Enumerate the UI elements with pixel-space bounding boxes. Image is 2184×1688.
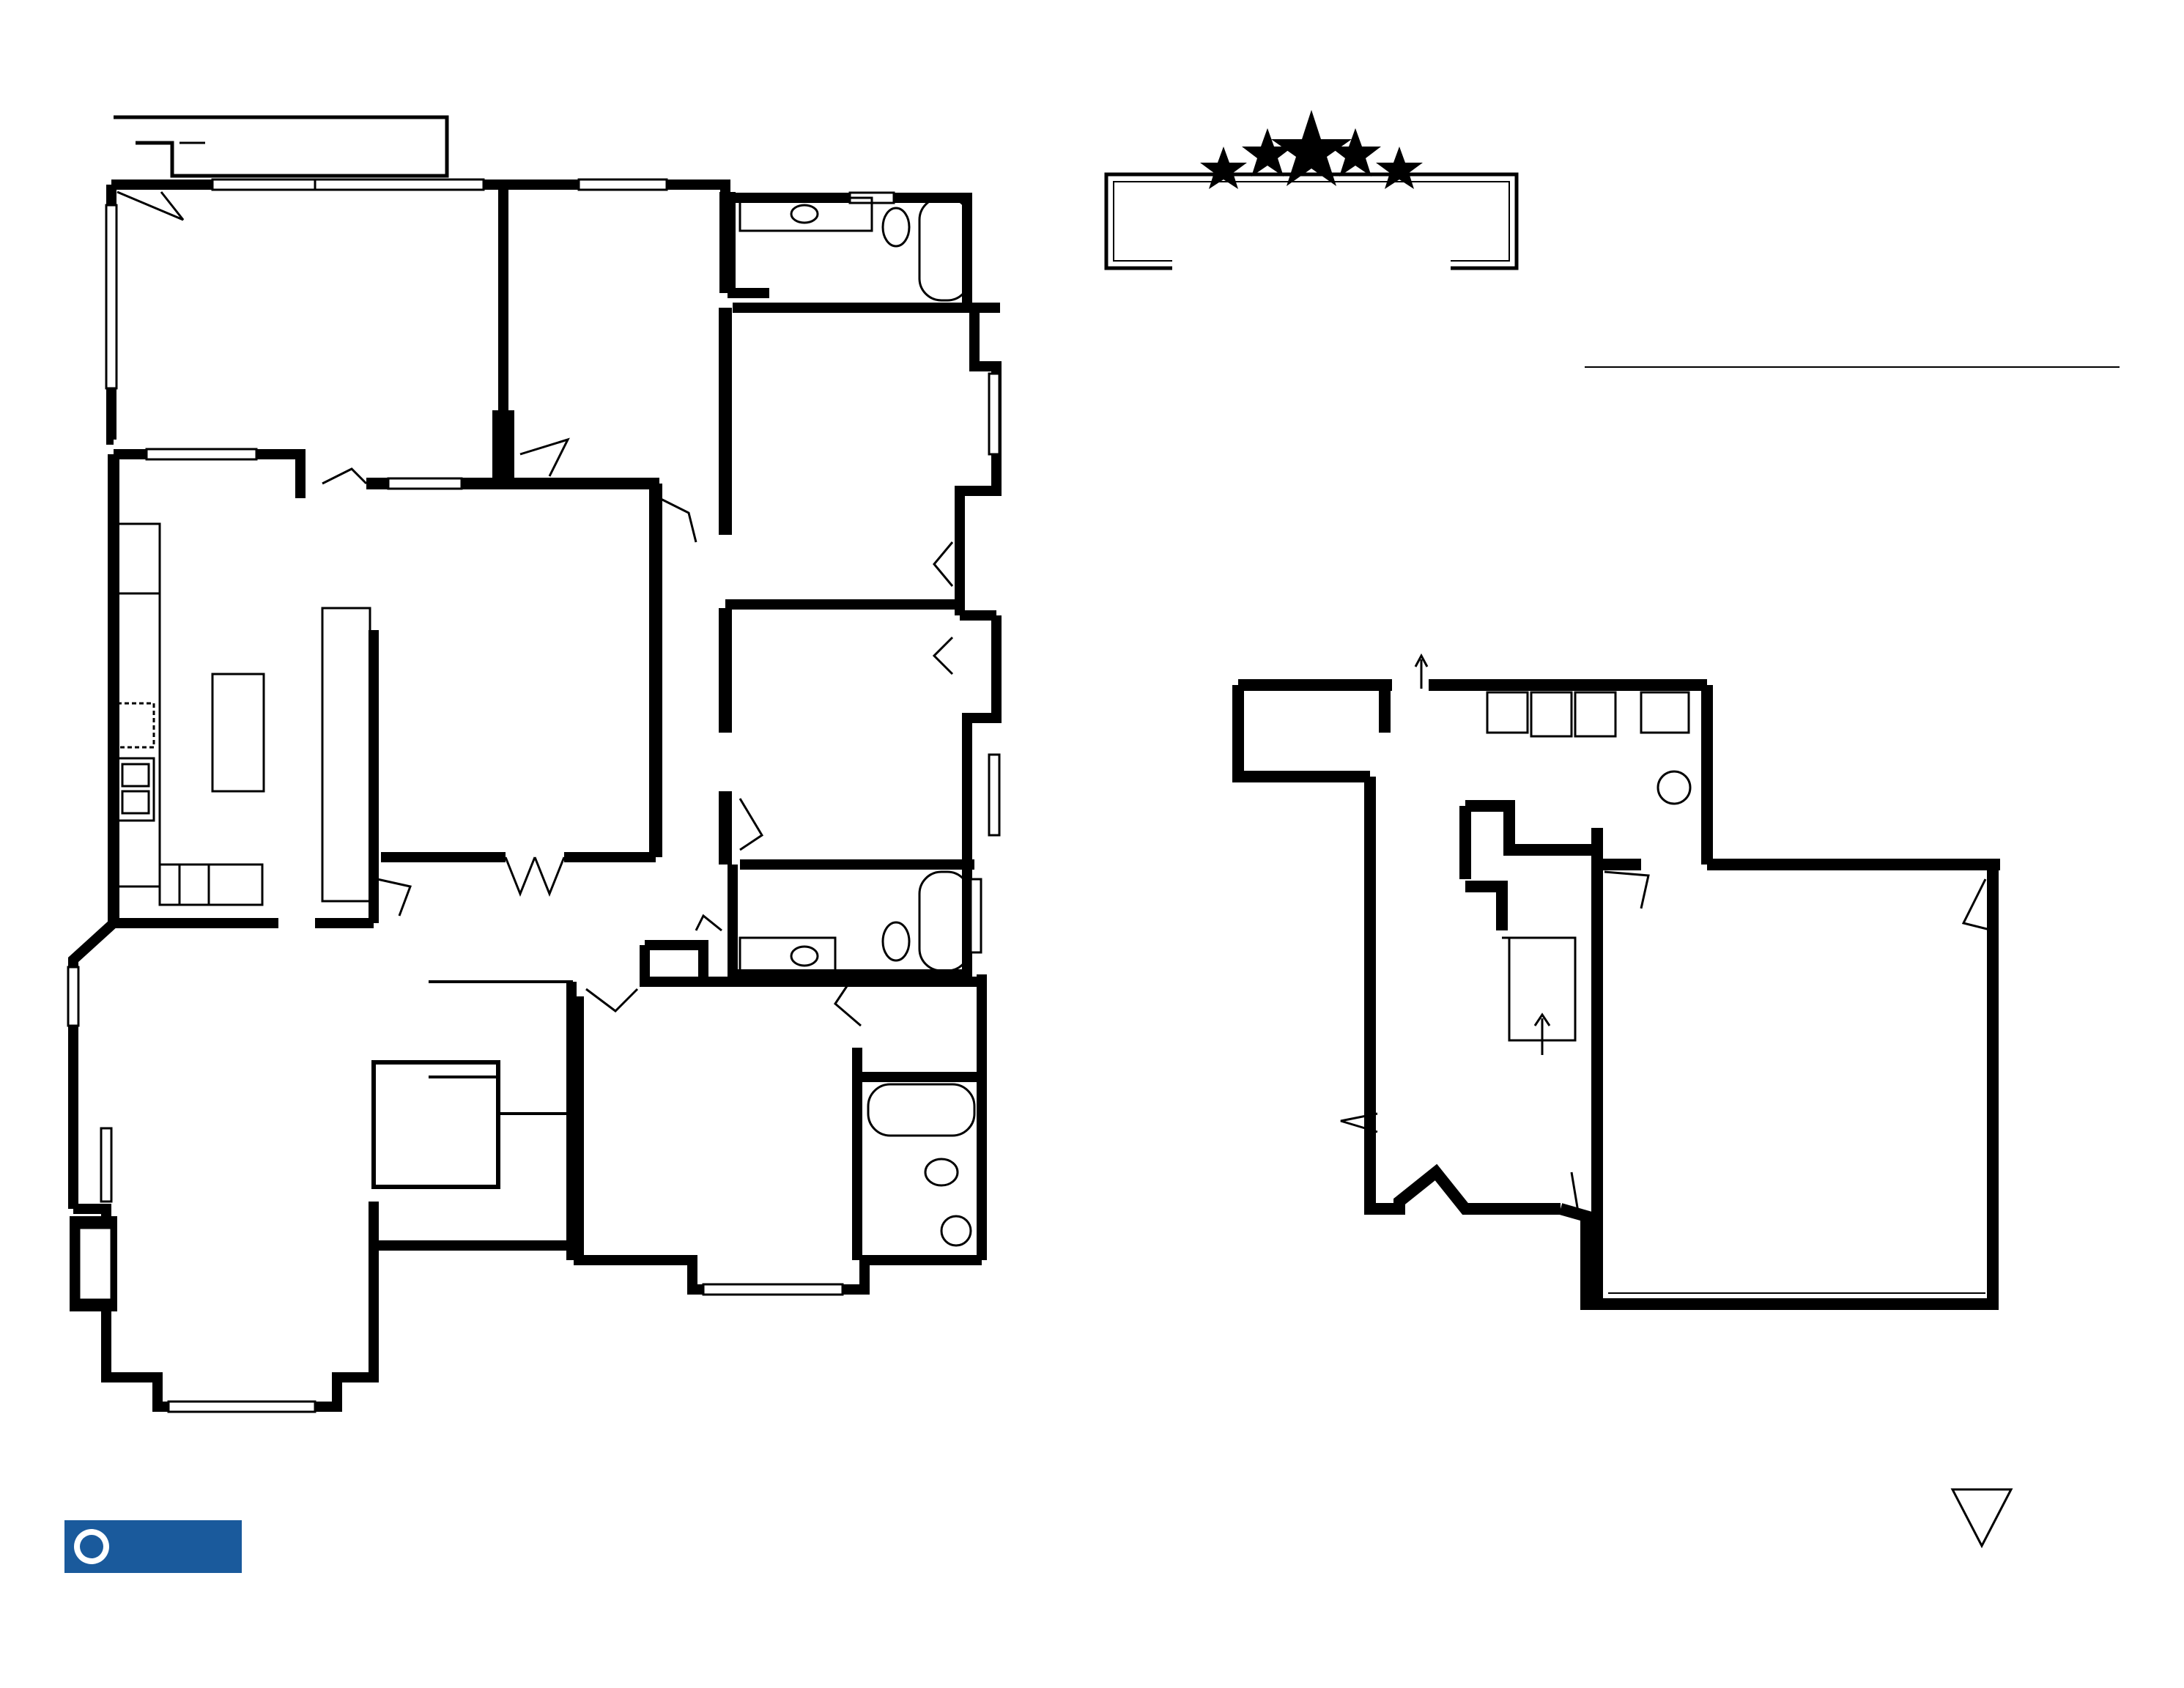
area-summary: [1585, 350, 2120, 406]
kitchen-fixtures: [116, 524, 370, 905]
star-icons: [1200, 110, 1423, 189]
main-floor-walls: [73, 185, 1000, 1407]
open-to-below-box: [374, 1062, 498, 1187]
seevirtual-logo: [64, 1520, 242, 1573]
deck-stairs: [114, 117, 447, 176]
homelife-logo: [1106, 110, 1517, 275]
compass-icon: [1952, 1489, 2011, 1546]
company-block: [1084, 293, 1539, 312]
fireplace: [70, 1216, 117, 1311]
lower-floor-walls: [1238, 685, 2000, 1304]
lower-fixtures: [1341, 656, 1993, 1293]
